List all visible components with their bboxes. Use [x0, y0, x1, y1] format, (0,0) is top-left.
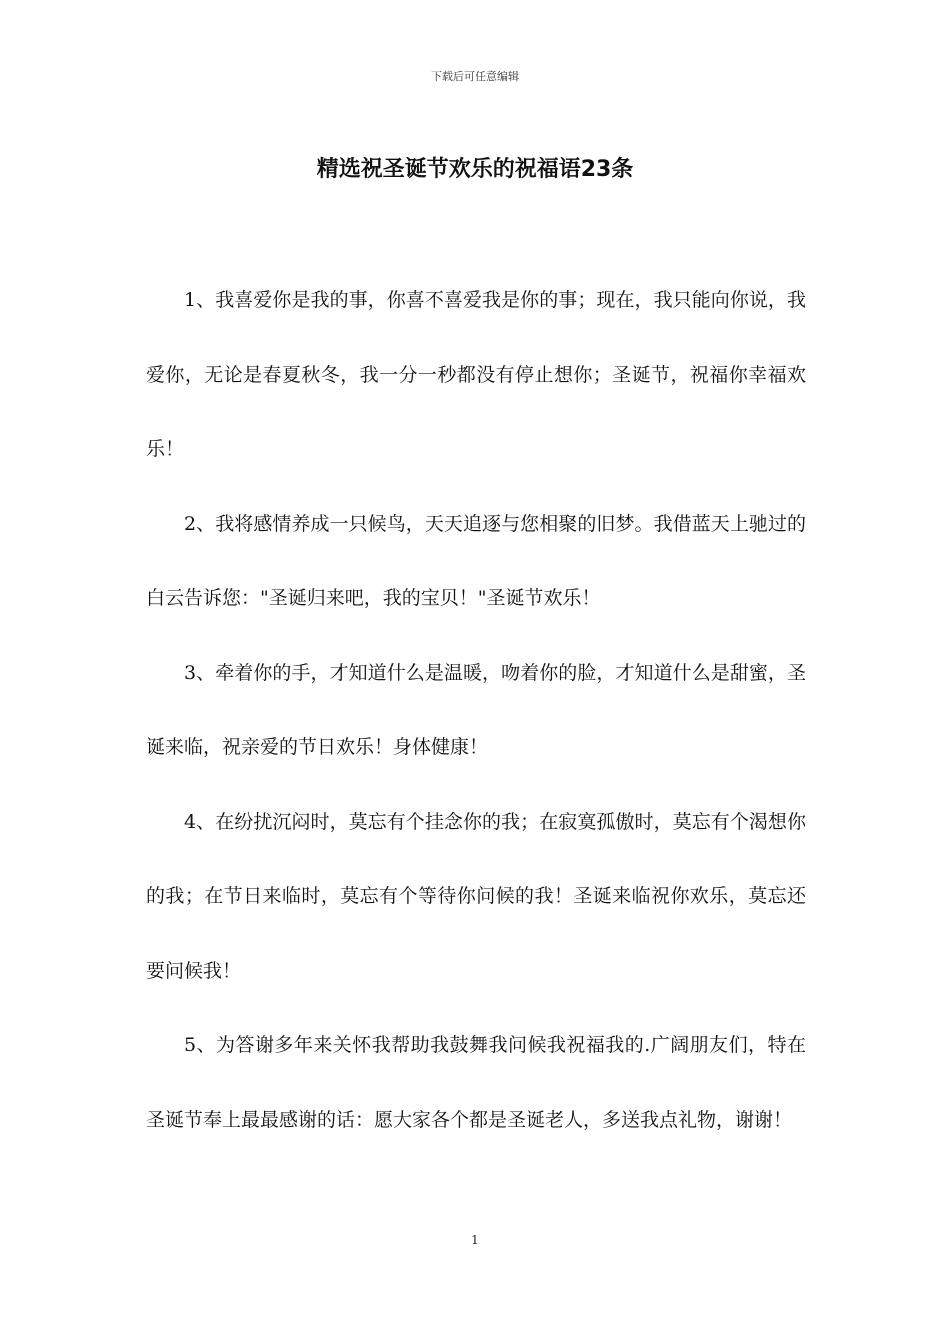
document-title: 精选祝圣诞节欢乐的祝福语23条 — [316, 157, 634, 182]
paragraph-4: 4、在纷扰沉闷时，莫忘有个挂念你的我；在寂寞孤傲时，莫忘有个渴想你的我；在节日来临时，莫忘有个等待你问候的我！圣诞来临祝你欢乐，莫忘还要问候我！ — [146, 810, 806, 982]
paragraph-1: 1、我喜爱你是我的事，你喜不喜爱我是你的事；现在，我只能向你说，我爱你，无论是春夏秋冬，我一分一秒都没有停止想你；圣诞节，祝福你幸福欢乐！ — [146, 289, 806, 460]
paragraph-5: 5、为答谢多年来关怀我帮助我鼓舞我问候我祝福我的.广阔朋友们，特在圣诞节奉上最最感谢的话：愿大家各个都是圣诞老人，多送我点礼物，谢谢！ — [146, 1034, 806, 1131]
document-body — [146, 263, 806, 1157]
page-number: 1 — [471, 1233, 479, 1247]
paragraph-2: 2、我将感情养成一只候鸟，天天追逐与您相聚的旧梦。我借蓝天上驰过的白云告诉您："圣诞归来吧，我的宝贝！"圣诞节欢乐！ — [146, 512, 806, 609]
paragraph-3: 3、牵着你的手，才知道什么是温暖，吻着你的脸，才知道什么是甜蜜，圣诞来临，祝亲爱的节日欢乐！身体健康！ — [146, 661, 806, 758]
header-note: 下载后可任意编辑 — [431, 70, 519, 83]
